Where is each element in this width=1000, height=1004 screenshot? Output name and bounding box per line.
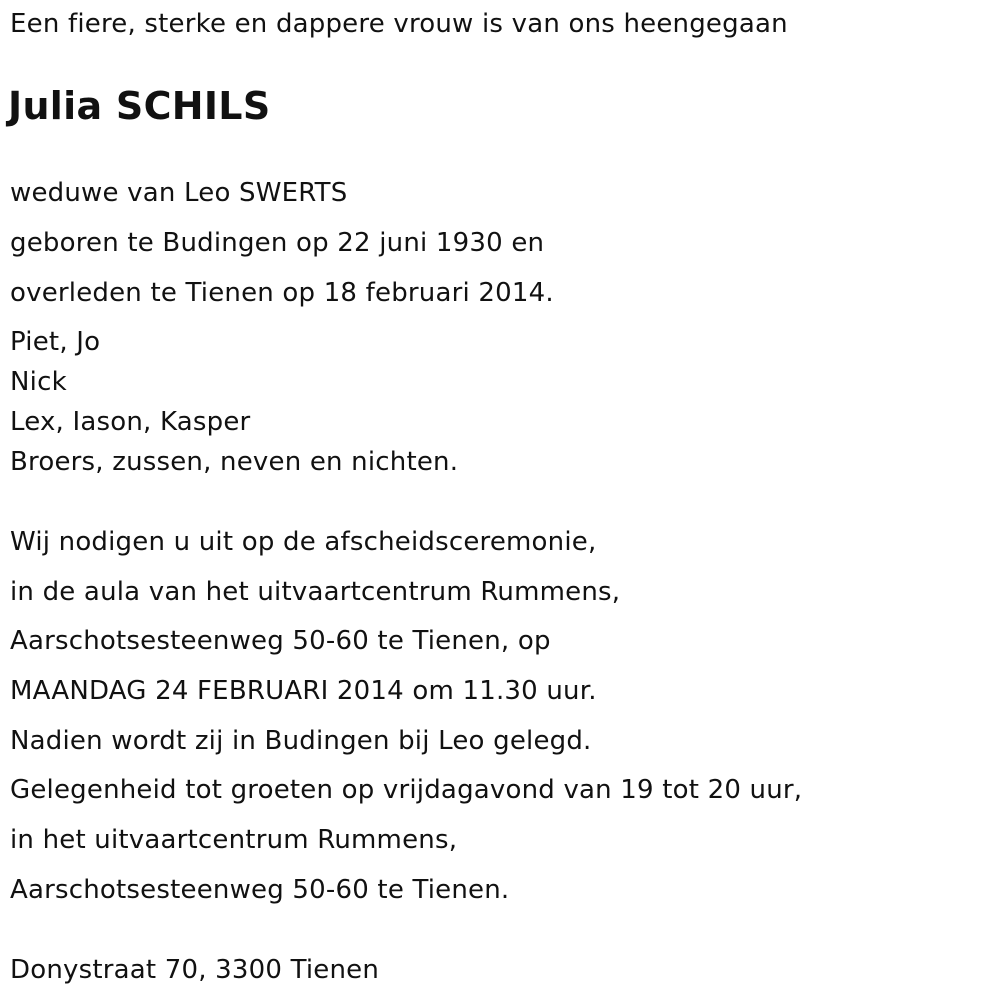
family-line: Lex, Iason, Kasper (10, 407, 251, 437)
ceremony-line: in het uitvaartcentrum Rummens, (10, 825, 458, 855)
ceremony-line: Aarschotsesteenweg 50-60 te Tienen. (10, 875, 510, 905)
ceremony-line: Nadien wordt zij in Budingen bij Leo gelegd. (10, 726, 592, 756)
family-line: Broers, zussen, neven en nichten. (10, 447, 459, 477)
deceased-name: Julia SCHILS (8, 84, 271, 128)
family-line: Piet, Jo (10, 327, 101, 357)
ceremony-line: MAANDAG 24 FEBRUARI 2014 om 11.30 uur. (10, 676, 597, 706)
detail-died: overleden te Tienen op 18 februari 2014. (10, 278, 554, 308)
detail-widow: weduwe van Leo SWERTS (10, 178, 348, 208)
ceremony-line: in de aula van het uitvaartcentrum Rummens, (10, 577, 621, 607)
intro-line: Een fiere, sterke en dappere vrouw is van ons heengegaan (10, 9, 788, 39)
detail-born: geboren te Budingen op 22 juni 1930 en (10, 228, 545, 258)
ceremony-line: Aarschotsesteenweg 50-60 te Tienen, op (10, 626, 551, 656)
home-address: Donystraat 70, 3300 Tienen (10, 955, 380, 985)
ceremony-line: Gelegenheid tot groeten op vrijdagavond van 19 tot 20 uur, (10, 775, 803, 805)
family-line: Nick (10, 367, 67, 397)
ceremony-line: Wij nodigen u uit op de afscheidsceremonie, (10, 527, 597, 557)
